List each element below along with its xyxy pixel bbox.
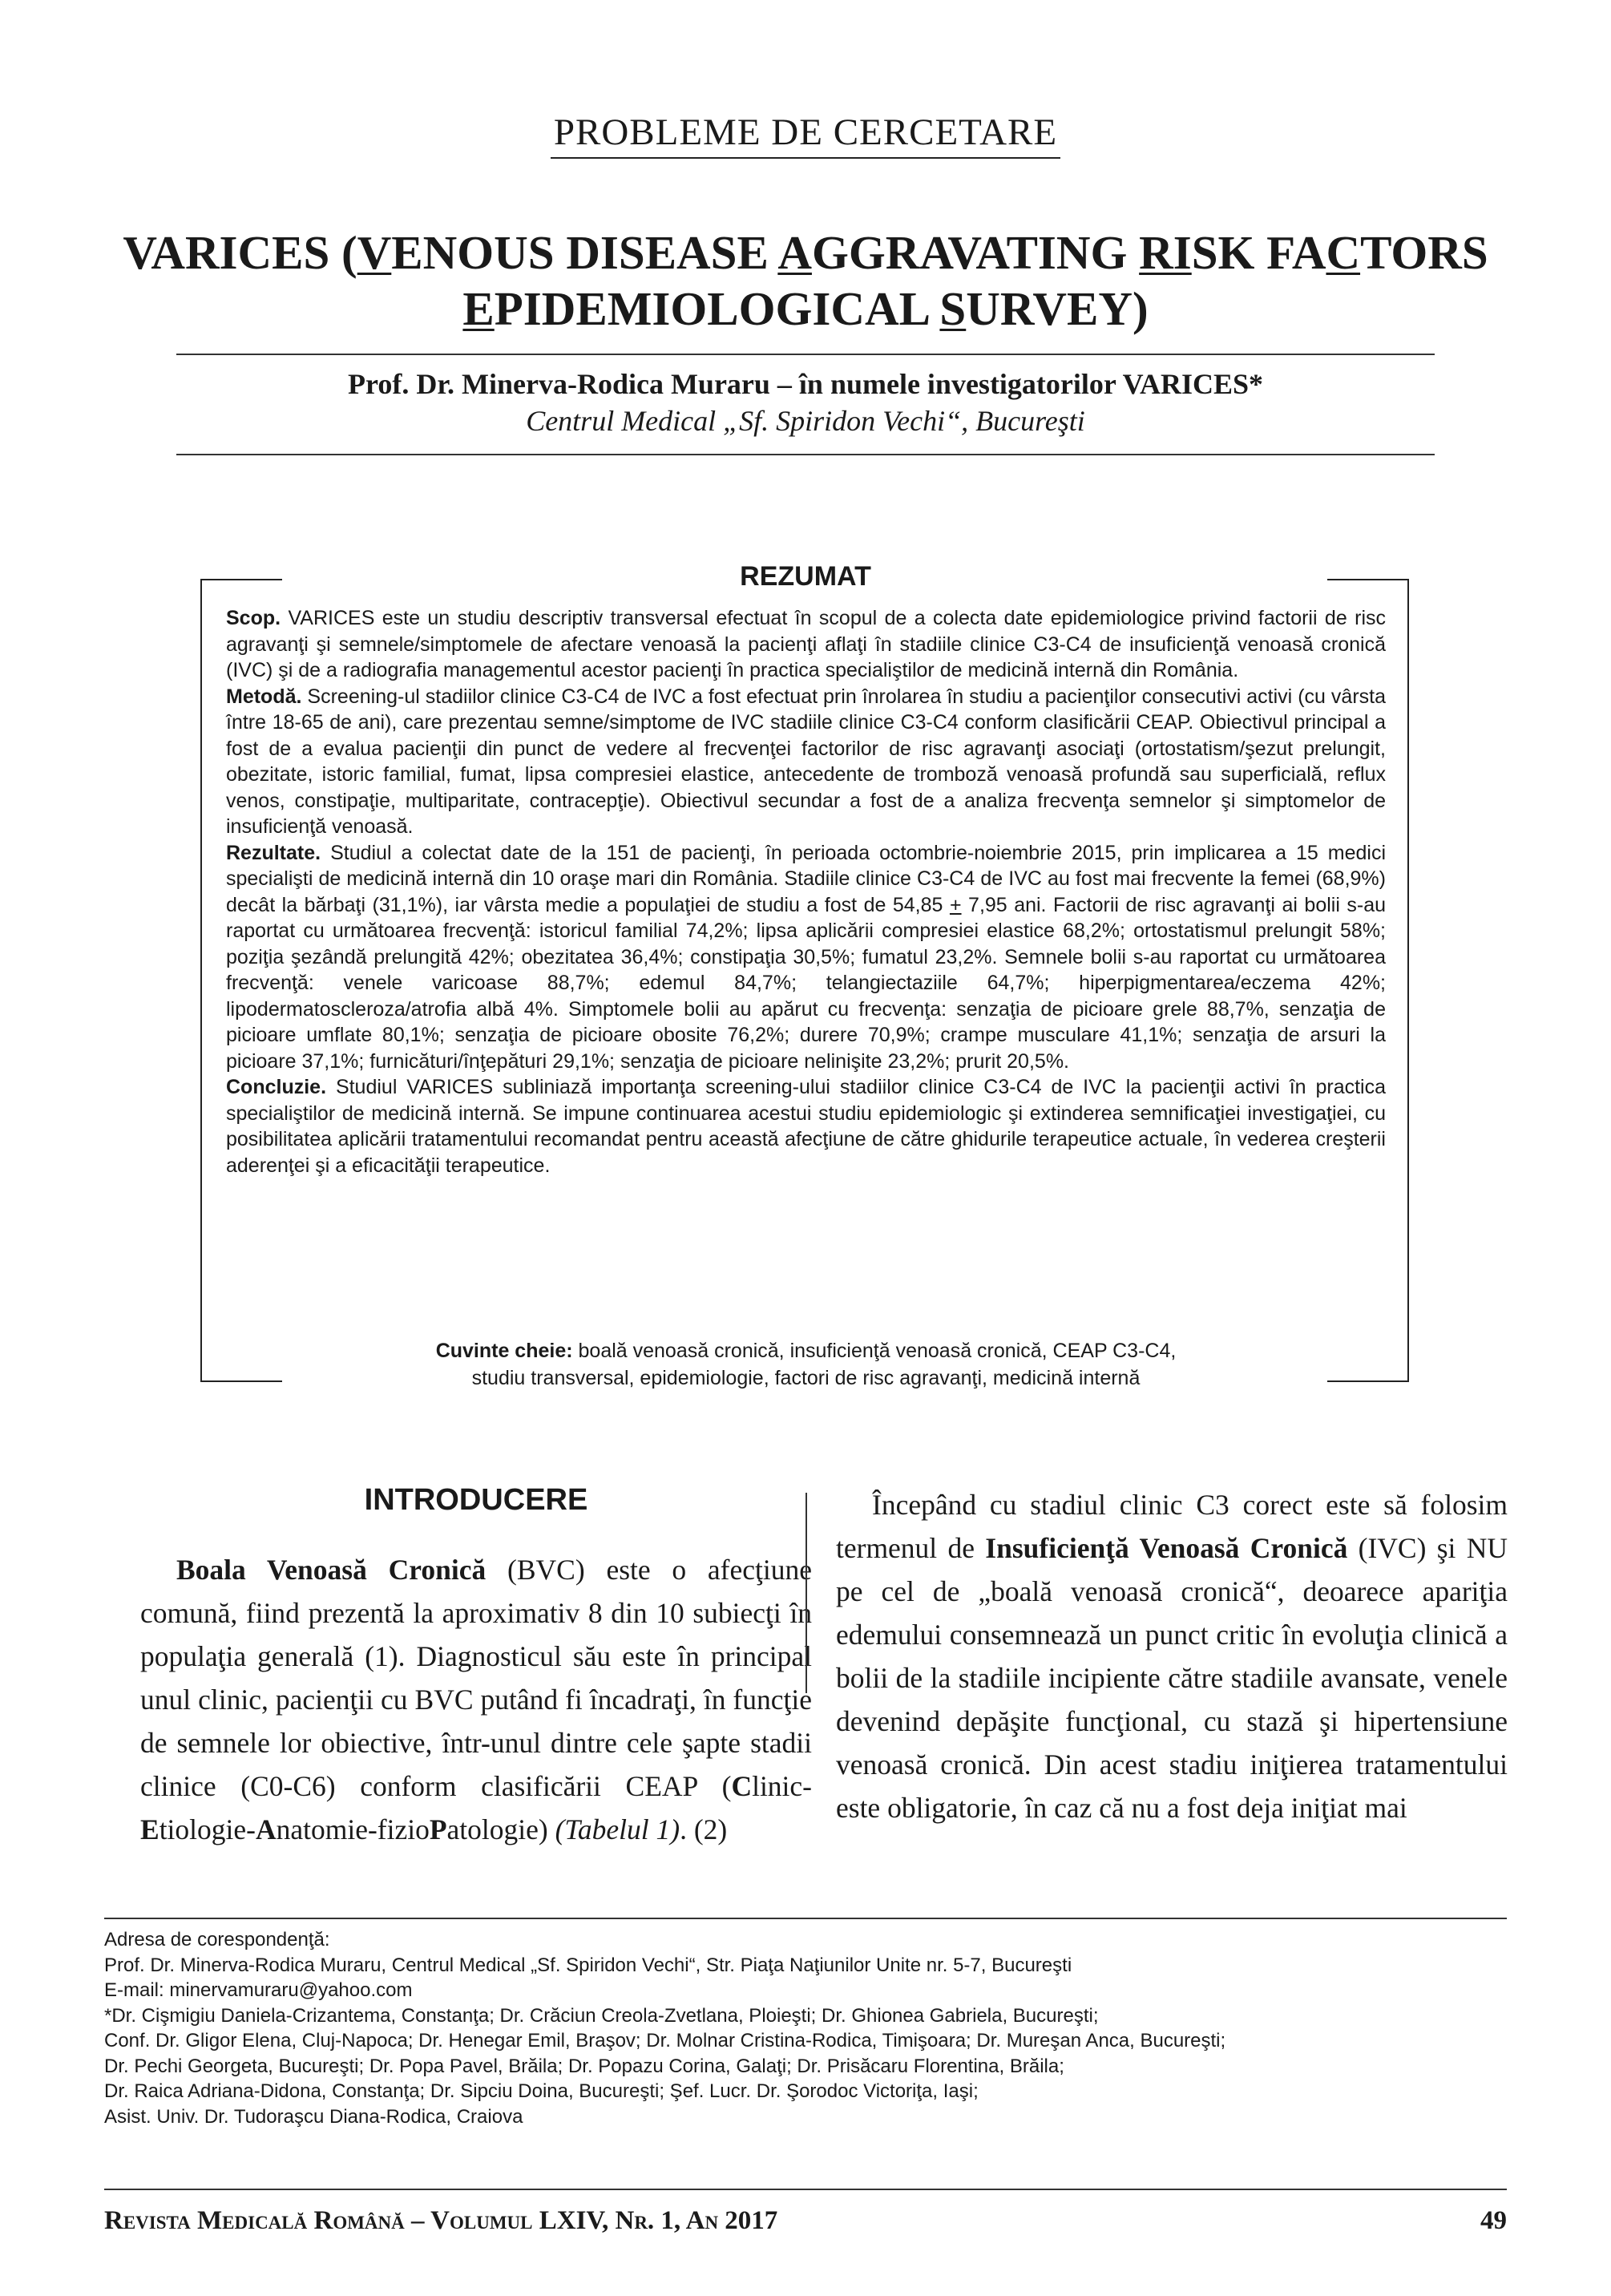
author-rule (176, 454, 1435, 455)
abstract-results-text: Studiul a colectat date de la 151 de pacienţi, în perioada octombrie-noiembrie 2015, prin implicarea a 15 medici specialişti de medicină internă din 10 oraşe mari din România. Stadiile clinice C3-C4 de IVC au fost mai frecvente la femei (68,9%) decât la bărbaţi (31,1%), iar vârsta medie a populaţiei de studiu a fost de 54,85 (226, 841, 1386, 916)
title-part: PIDEMIOLOGICAL (494, 282, 940, 335)
keywords (226, 1337, 1386, 1392)
title-rule (176, 354, 1435, 355)
title-part: SK FA (1191, 226, 1326, 279)
paragraph-text: (IVC) şi NU pe cel de „boală venoasă cronică“, deoarece apariţia edemului consemnează un punct critic în evoluţia clinică a bolii de la stadiile incipiente către stadiile avansate, venele devenind depăşite funcţional, cu stază şi hipertensiune venoasă cronică. Din acest stadiu iniţierea tratamentului este obligatorie, în caz că nu a fost deja iniţiat mai (836, 1532, 1508, 1824)
keywords-line: studiu transversal, epidemiologie, factori de risc agravanţi, medicină internă (471, 1367, 1141, 1389)
acronym-letter: C (731, 1770, 753, 1802)
investigators-line: Conf. Dr. Gligor Elena, Cluj-Napoca; Dr. Henegar Emil, Braşov; Dr. Molnar Cristina-Rodica, Timişoara; Dr. Mureşan Anca, Bucureşti; (104, 2030, 1226, 2051)
abstract-conclusion-text: Studiul VARICES subliniază importanţa screening-ului stadiilor clinice C3-C4 de IVC la pacienţii activi în practica specialiştilor de medicină internă. Se impune continuarea acestui studiu epidemiologic şi extinderea semnificaţiei investigaţiei, cu posibilitatea aplicării tratamentului recomandat pentru această afecţiune de către ghidurile terapeutice actuale, în vederea creşterii aderenţei şi a eficacităţii terapeutice. (226, 1076, 1386, 1177)
abstract-results-label: Rezultate. (226, 841, 321, 864)
abstract-results-text: 7,95 ani. Factorii de risc agravanţi ai bolii s-au raportat cu următoarea frecvenţă: istoricul familial 74,2%; lipsa aplicării compresiei elastice 68,2%; ortostatismul prelungit 58%; poziţia şezândă prelungită 42%; obezitatea 36,4%; constipaţia 30,5%; fumatul 23,2%. Semnele bolii s-au raportat cu următoarea frecvenţă: venele varicoase 88,7%; edemul 84,7%; telangiectaziile 64,7%; hiperpigmentarea/eczema 42%; lipodermatoscleroza/atrofia albă 4%. Simptomele bolii au apărut cu frecvenţa: senzaţia de picioare grele 88,7%, senzaţia de picioare umflate 80,1%; senzaţia de picioare obosite 76,2%; durere 70,9%; crampe musculare 41,1%; senzaţia de arsuri la picioare 37,1%; furnicături/înţepături 29,1%; senzaţia de picioare nelinişite 23,2%; prurit 20,5%. (226, 893, 1387, 1073)
keywords-label: Cuvinte cheie: (435, 1340, 573, 1362)
page-number: 49 (1480, 2206, 1507, 2235)
intro-heading: INTRODUCERE (364, 1483, 588, 1517)
abstract-method (226, 684, 1386, 840)
table-reference: (Tabelul 1) (555, 1813, 680, 1845)
title-acronym-letter: V (357, 226, 392, 279)
title-part: GGRAVATING (811, 226, 1140, 279)
abstract-conclusion (226, 1074, 1386, 1178)
title-part: TORS (1360, 226, 1488, 279)
keywords-line: boală venoasă cronică, insuficienţă venoasă cronică, CEAP C3-C4, (572, 1340, 1177, 1362)
section-label (0, 111, 1611, 159)
acronym-letter: E (140, 1813, 159, 1845)
title-part: URVEY) (966, 282, 1149, 335)
column-left (140, 1483, 812, 1851)
title-acronym-letter: RI (1139, 226, 1192, 279)
correspondence-email: E-mail: minervamuraru@yahoo.com (104, 1979, 413, 2001)
abstract-method-text: Screening-ul stadiilor clinice C3-C4 de IVC a fost efectuat prin înrolarea în studiu a pacienţilor consecutivi activi (cu vârsta între 18-65 de ani), care prezentau semne/simptome de IVC stadiile clinice C3-C4 conform clasificării CEAP. Obiectivul principal a fost de a evalua pacienţii din punct de vedere al frecvenţei factorilor de risc agravanţi asociaţi (ortostatism/şezut prelungit, obezitate, istoric familial, fumat, lipsa compresiei elastice, antecedente de tromboză venoasă profundă sau superficială, reflux venos, constipaţie, multiparitate, contracepţie). Obiectivul secundar a fost de a analiza frecvenţa semnelor şi simptomelor de insuficienţă venoasă. (226, 685, 1386, 838)
title-part: VARICES ( (123, 226, 357, 279)
journal-citation: Revista Medicală Română – Volumul LXIV, Nr. 1, An 2017 (104, 2206, 778, 2235)
paragraph-text: Începând cu stadiul clinic C3 corect este să folosim termenul de (836, 1489, 1508, 1564)
correspondence-address: Prof. Dr. Minerva-Rodica Muraru, Centrul Medical „Sf. Spiridon Vechi“, Str. Piaţa Naţiunilor Unite nr. 5-7, Bucureşti (104, 1954, 1072, 1976)
section-label-text: PROBLEME DE CERCETARE (551, 111, 1060, 159)
intro-paragraph-1 (140, 1548, 812, 1851)
title-acronym-letter: S (939, 282, 967, 335)
footer-rule (104, 2189, 1507, 2190)
abstract-scope-label: Scop. (226, 607, 281, 629)
investigators-line: Asist. Univ. Dr. Tudoraşcu Diana-Rodica, Craiova (104, 2105, 523, 2128)
abstract-results (226, 840, 1386, 1075)
footnote-rule (104, 1918, 1507, 1919)
paragraph-text: linic- (752, 1770, 812, 1802)
paragraph-text: (BVC) este o afecţiune comună, fiind prezentă la aproximativ 8 din 10 subiecţi în populaţia generală (1). Diagnosticul său este în principal unul clinic, pacienţii cu BVC putând fi încadraţi, în funcţie de semnele lor obiective, într-unul dintre cele şapte stadii clinice (C0-C6) conform clasificării CEAP ( (140, 1554, 813, 1802)
paragraph-text: . (2) (680, 1813, 728, 1845)
abstract-scope-text: VARICES este un studiu descriptiv transversal efectuat în scopul de a colecta date epidemiologice privind factorii de risc agravanţi şi semnele/simptomele de afectare venoasă la pacienţi aflaţi în stadiile clinice C3-C4 de insuficienţă venoasă cronică (IVC) şi de a radiografia managementul acestor pacienţi în practica specialiştilor de medicină internă din România. (226, 607, 1386, 681)
acronym-letter: A (255, 1813, 277, 1845)
column-divider (806, 1493, 807, 1693)
investigators-line: Dr. Raica Adriana-Didona, Constanţa; Dr. Sipciu Doina, Bucureşti; Şef. Lucr. Dr. Şorodoc Victoriţa, Iaşi; (104, 2080, 979, 2102)
column-right (836, 1483, 1508, 1829)
intro-paragraph-2 (836, 1483, 1508, 1829)
affiliation-line: Centrul Medical „Sf. Spiridon Vechi“, Bucureşti (526, 405, 1085, 437)
abstract-method-label: Metodă. (226, 685, 302, 708)
paragraph-text: tiologie- (159, 1813, 256, 1845)
investigators-line: Dr. Pechi Georgeta, Bucureşti; Dr. Popa Pavel, Brăila; Dr. Popazu Corina, Galaţi; Dr. Prisăcaru Florentina, Brăila; (104, 2055, 1064, 2077)
bold-term: Boala Venoasă Cronică (176, 1554, 487, 1586)
article-title (96, 224, 1515, 337)
paragraph-text: natomie-fizio (276, 1813, 430, 1845)
abstract-conclusion-label: Concluzie. (226, 1076, 327, 1098)
abstract-heading: REZUMAT (740, 561, 871, 592)
correspondence-label: Adresa de corespondenţă: (104, 1929, 330, 1950)
acronym-letter: P (429, 1813, 447, 1845)
title-part: ENOUS DISEASE (391, 226, 778, 279)
plus-minus-sign: + (949, 893, 962, 916)
investigators-line: *Dr. Cişmigiu Daniela-Crizantema, Constanţa; Dr. Crăciun Creola-Zvetlana, Ploieşti; Dr. Ghionea Gabriela, Bucureşti; (104, 2004, 1099, 2027)
title-acronym-letter: A (777, 226, 812, 279)
title-acronym-letter: E (462, 282, 495, 335)
paragraph-text: atologie) (446, 1813, 555, 1845)
abstract-scope (226, 605, 1386, 684)
title-acronym-letter: C (1326, 226, 1361, 279)
bold-term: Insuficienţă Venoasă Cronică (985, 1532, 1348, 1564)
author-line: Prof. Dr. Minerva-Rodica Muraru – în numele investigatorilor VARICES* (348, 368, 1263, 400)
abstract-body (226, 605, 1386, 1178)
footnotes (104, 1927, 1507, 2129)
